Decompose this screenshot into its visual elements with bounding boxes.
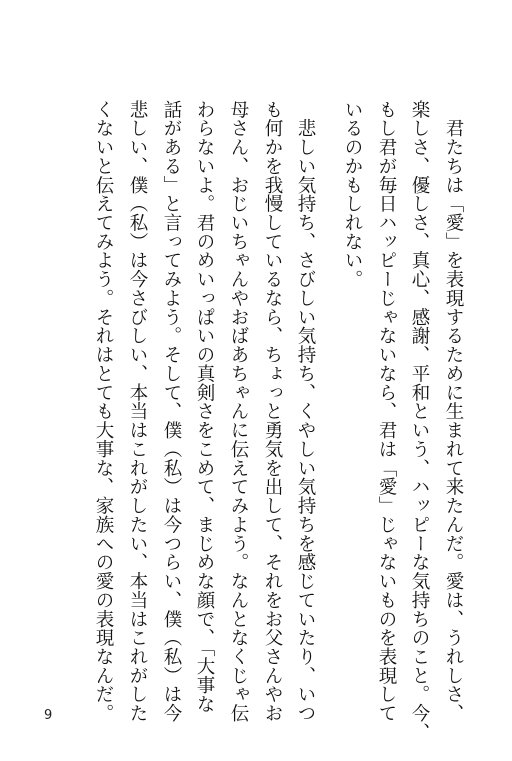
text-column-10: 悲しい、僕（私）は今さびしい、本当はこれがしたい、本当はこれがした xyxy=(127,100,148,723)
text-column-2: 楽しさ、優しさ、真心、感謝、平和という、ハッピーな気持ちのこと。今、 xyxy=(409,100,430,742)
text-column-6: も何かを我慢しているなら、ちょっと勇気を出して、それをお父さんやお xyxy=(262,100,283,723)
text-column-3: もし君が毎日ハッピーじゃないなら、君は「愛」じゃないものを表現して xyxy=(376,100,397,723)
text-column-4: いるのかもしれない。 xyxy=(342,100,363,289)
text-column-1: 君たちは「愛」を表現するために生まれて来たんだ。愛は、うれしさ、 xyxy=(443,100,464,723)
page-number: 9 xyxy=(44,708,53,723)
text-column-7: 母さん、おじいちゃんやおばあちゃんに伝えてみよう。なんとなくじゃ伝 xyxy=(228,100,249,723)
text-column-8: わらないよ。君のめいっぱいの真剣さをこめて、まじめな顔で、「大事な xyxy=(194,100,215,714)
text-column-9: 話がある」と言ってみよう。そして、僕（私）は今つらい、僕（私）は今 xyxy=(161,100,182,723)
text-column-5: 悲しい気持ち、さびしい気持ち、くやしい気持ちを感じていたり、いつ xyxy=(295,100,316,723)
text-column-11: くないと伝えてみよう。それはとても大事な、家族への愛の表現なんだ。 xyxy=(93,100,114,723)
